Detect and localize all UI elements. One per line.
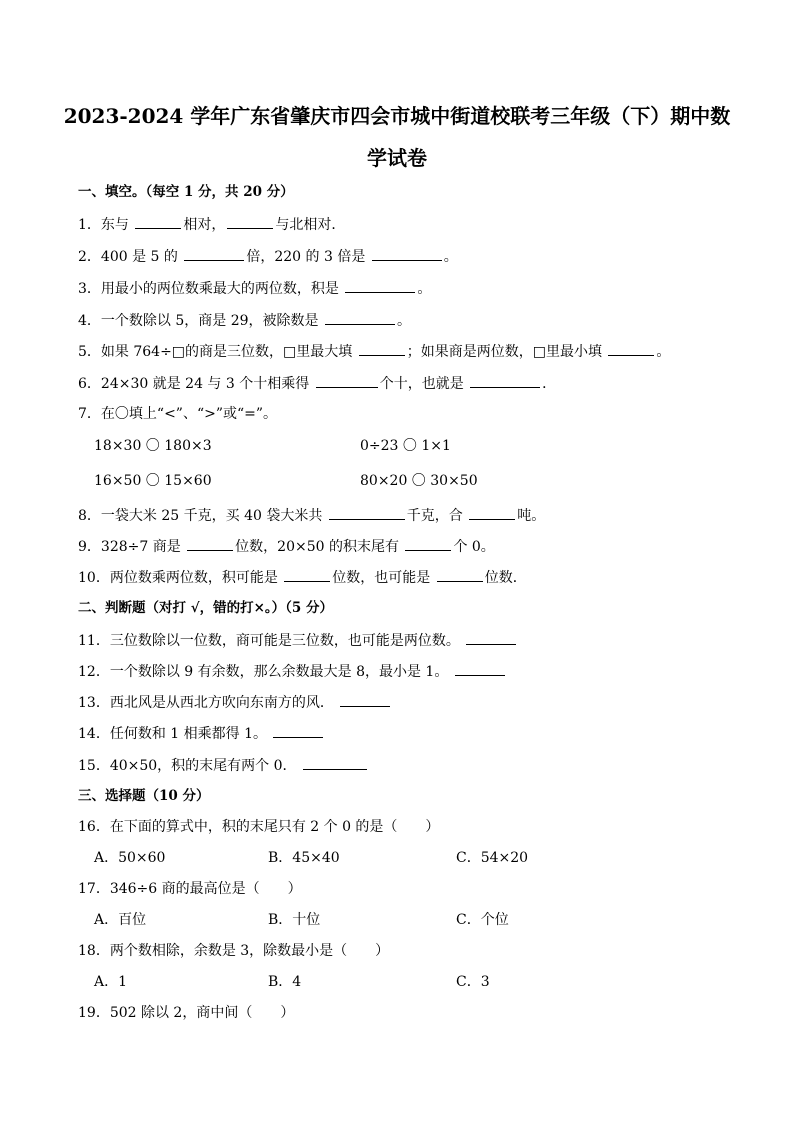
q6-text-a: 6．24×30 就是 24 与 3 个十相乘得 [78, 376, 310, 392]
question-13 [78, 692, 392, 713]
question-14 [78, 723, 325, 744]
q16-option-a[interactable]: A．50×60 [94, 850, 166, 866]
question-12 [78, 661, 507, 682]
q18-option-c[interactable]: C．3 [456, 974, 490, 990]
q16-option-c[interactable]: C．54×20 [456, 850, 529, 866]
q15-blank[interactable] [303, 755, 367, 770]
q8-text-b: 千克，合 [406, 508, 463, 524]
q3-text-a: 3．用最小的两位数乘最大的两位数，积是 [78, 281, 339, 297]
question-17: 17．346÷6 商的最高位是（ ） [78, 881, 302, 897]
q18-option-a[interactable]: A．1 [94, 974, 128, 990]
q13-text: 13．西北风是从西北方吹向东南方的风． [78, 695, 334, 711]
question-6 [78, 373, 556, 394]
q8-text-c: 吨。 [517, 508, 546, 524]
q9-blank-1[interactable] [187, 536, 233, 551]
question-1 [78, 214, 345, 235]
q8-text-a: 8．一袋大米 25 千克，买 40 袋大米共 [78, 508, 323, 524]
q10-text-b: 位数，也可能是 [332, 570, 431, 586]
q1-text-a: 1．东与 [78, 217, 129, 233]
q2-blank-2[interactable] [372, 246, 442, 261]
question-10 [78, 567, 527, 588]
q15-text: 15．40×50，积的末尾有两个 0． [78, 758, 297, 774]
question-19: 19．502 除以 2，商中间（ ） [78, 1005, 295, 1021]
q5-text-b: ；如果商是两位数，□里最小填 [406, 344, 602, 360]
exam-title-line1: 2023-2024 学年广东省肇庆市四会市城中街道校联考三年级（下）期中数 [63, 104, 731, 128]
section-multiple-choice: 三、选择题（10 分） [78, 788, 210, 804]
section-true-false: 二、判断题（对打 √，错的打×。）（5 分） [78, 600, 333, 616]
q7-compare-3: 16×50 〇 15×60 [94, 473, 212, 489]
q5-text-c: 。 [656, 344, 671, 360]
question-18: 18．两个数相除，余数是 3，除数最小是（ ） [78, 943, 390, 959]
q9-text-a: 9．328÷7 商是 [78, 539, 181, 555]
q17-option-c[interactable]: C．个位 [456, 912, 509, 928]
q12-blank[interactable] [455, 661, 505, 676]
question-4 [78, 310, 411, 331]
q6-blank-2[interactable] [470, 373, 540, 388]
question-5 [78, 341, 670, 362]
question-3 [78, 278, 431, 299]
question-11 [78, 630, 518, 651]
q5-blank-1[interactable] [359, 341, 405, 356]
q8-blank-1[interactable] [329, 505, 405, 520]
q4-text-b: 。 [396, 313, 411, 329]
q11-blank[interactable] [466, 630, 516, 645]
q11-text: 11．三位数除以一位数，商可能是三位数，也可能是两位数。 [78, 633, 460, 649]
q8-blank-2[interactable] [469, 505, 515, 520]
q5-text-a: 5．如果 764÷□的商是三位数，□里最大填 [78, 344, 353, 360]
question-15 [78, 755, 369, 776]
q10-blank-2[interactable] [437, 567, 483, 582]
q18-option-b[interactable]: B．4 [268, 974, 302, 990]
q10-blank-1[interactable] [284, 567, 330, 582]
q2-blank-1[interactable] [184, 246, 244, 261]
q16-option-b[interactable]: B．45×40 [268, 850, 340, 866]
q7-compare-1: 18×30 〇 180×3 [94, 438, 212, 454]
q4-text-a: 4．一个数除以 5，商是 29，被除数是 [78, 313, 319, 329]
q17-option-a[interactable]: A．百位 [94, 912, 147, 928]
q4-blank[interactable] [325, 310, 395, 325]
q2-text-a: 2．400 是 5 的 [78, 249, 178, 265]
q3-text-b: 。 [417, 281, 432, 297]
q10-text-a: 10．两位数乘两位数，积可能是 [78, 570, 278, 586]
q1-text-b: 相对， [183, 217, 226, 233]
q14-blank[interactable] [273, 723, 323, 738]
q2-text-b: 倍，220 的 3 倍是 [246, 249, 366, 265]
exam-title-line2: 学试卷 [367, 146, 427, 170]
question-9 [78, 536, 495, 557]
q1-text-c: 与北相对． [275, 217, 346, 233]
q9-text-c: 个 0。 [453, 539, 495, 555]
q9-blank-2[interactable] [405, 536, 451, 551]
q7-compare-4: 80×20 〇 30×50 [360, 473, 478, 489]
q6-blank-1[interactable] [316, 373, 378, 388]
q3-blank[interactable] [345, 278, 415, 293]
q6-text-c: ． [542, 376, 557, 392]
q14-text: 14．任何数和 1 相乘都得 1。 [78, 726, 267, 742]
q2-text-c: 。 [443, 249, 458, 265]
q17-option-b[interactable]: B．十位 [268, 912, 321, 928]
question-7: 7．在〇填上“<”、“>”或“=”。 [78, 406, 278, 422]
q6-text-b: 个十，也就是 [379, 376, 464, 392]
q13-blank[interactable] [340, 692, 390, 707]
question-2 [78, 246, 458, 267]
question-8 [78, 505, 545, 526]
q12-text: 12．一个数除以 9 有余数，那么余数最大是 8，最小是 1。 [78, 664, 449, 680]
q5-blank-2[interactable] [608, 341, 654, 356]
q1-blank-1[interactable] [135, 214, 181, 229]
q7-compare-2: 0÷23 〇 1×1 [360, 438, 451, 454]
q1-blank-2[interactable] [227, 214, 273, 229]
q9-text-b: 位数，20×50 的积末尾有 [235, 539, 399, 555]
q10-text-c: 位数． [484, 570, 527, 586]
question-16: 16．在下面的算式中，积的末尾只有 2 个 0 的是（ ） [78, 819, 440, 835]
section-fill-in: 一、填空。（每空 1 分，共 20 分） [78, 184, 294, 200]
